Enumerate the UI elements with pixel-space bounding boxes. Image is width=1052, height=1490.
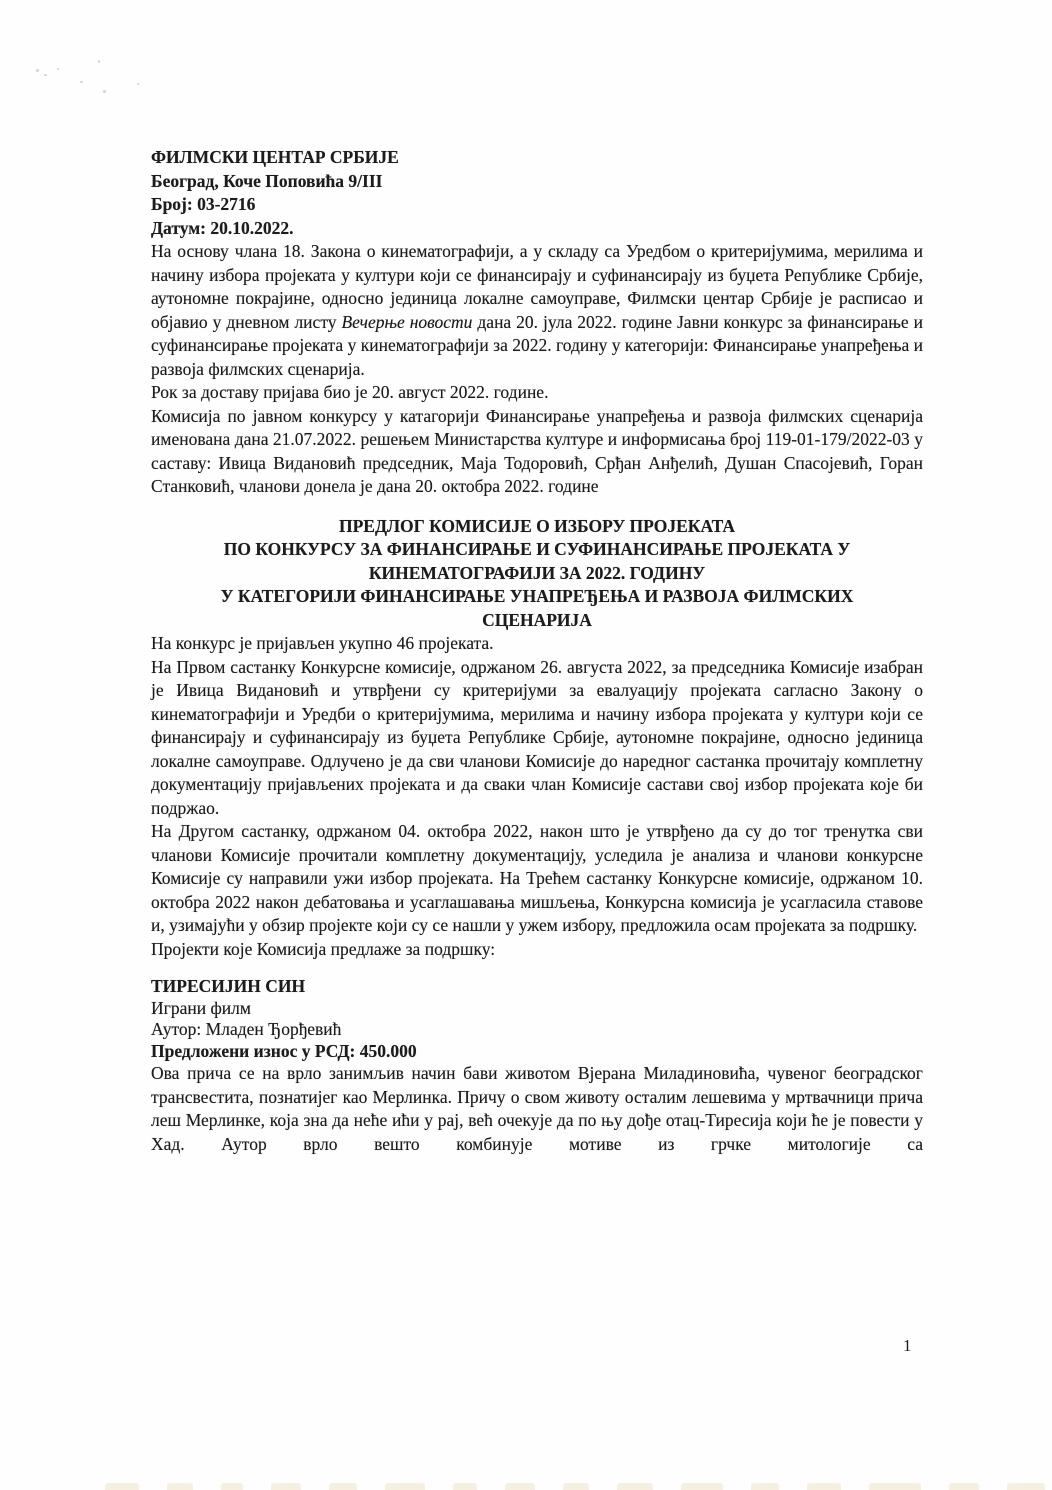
bleed-mark xyxy=(385,1483,425,1490)
bleed-mark xyxy=(271,1483,301,1490)
bleed-mark xyxy=(167,1483,193,1490)
bleed-mark xyxy=(105,1483,139,1490)
paragraph-project-description: Ова прича се на врло занимљив начин бави животом Вјерана Миладиновића, чувеног београдског трансвестита, познатијег као Мерлинка. Причу о свом животу осталим лешевима у мртвачници прича леш Мерлинке, која зна да неће ићи у рај, већ очекује да по њу дође отац-Тиресија који ће је повести у Хад. Аутор врло вешто комбинује мотиве из грчке митологије са xyxy=(151,1063,923,1154)
project-author: Аутор: Младен Ђорђевић xyxy=(151,1019,342,1039)
document-body xyxy=(151,146,923,1156)
letterhead xyxy=(151,146,923,240)
bleed-mark xyxy=(563,1483,589,1490)
pencil-mark xyxy=(103,90,106,93)
bleed-mark xyxy=(617,1483,653,1490)
paragraph-second-meeting: На Другом састанку, одржаном 04. октобра 2022, након што је утврђено да су до тог тренутка сви чланови Комисије прочитали комплетну документацију, уследила је анализа и чланови конкурсне Комисије су направили ужи избор пројеката. На Трећем састанку Конкурсне комисије, одржаном 10. октобра 2022 након дебатовања и усаглашавања мишљења, Конкурсна комисија је усагласила ставове и, узимајући у обзир пројекте који су се нашли у ужем избору, предложила осам пројеката за подршку. xyxy=(151,821,923,935)
proposal-heading xyxy=(151,515,923,633)
bleed-mark xyxy=(751,1483,779,1490)
heading-line-4: У КАТЕГОРИЈИ ФИНАНСИРАЊЕ УНАПРЕЂЕЊА И РАЗВОЈА ФИЛМСКИХ xyxy=(220,586,854,606)
bleed-mark xyxy=(221,1483,243,1490)
pencil-mark xyxy=(36,69,39,72)
pencil-mark xyxy=(137,83,139,85)
paragraph-total-projects: На конкурс је пријављен укупно 46 пројеката. xyxy=(151,633,494,653)
bleed-mark xyxy=(869,1483,921,1490)
bleed-mark xyxy=(681,1483,723,1490)
doc-number: Број: 03-2716 xyxy=(151,194,256,214)
page-number: 1 xyxy=(903,1336,912,1355)
project-title: ТИРЕСИЈИН СИН xyxy=(151,976,306,996)
bleed-mark xyxy=(1007,1483,1045,1490)
bleed-mark xyxy=(505,1483,535,1490)
project-amount: Предложени износ у РСД: 450.000 xyxy=(151,1040,417,1061)
project-entry xyxy=(151,976,923,1062)
doc-date: Датум: 20.10.2022. xyxy=(151,217,294,238)
bleed-mark xyxy=(807,1483,841,1490)
paragraph-proposal-intro: Пројекти које Комисија предлаже за подршку: xyxy=(151,938,496,959)
heading-line-1: ПРЕДЛОГ КОМИСИЈЕ О ИЗБОРУ ПРОЈЕКАТА xyxy=(338,515,736,536)
pencil-mark xyxy=(98,60,100,63)
pencil-mark xyxy=(57,68,59,70)
org-name: ФИЛМСКИ ЦЕНТАР СРБИЈЕ xyxy=(151,147,399,167)
bleed-mark xyxy=(329,1483,357,1490)
paragraph-deadline: Рок за доставу пријава био је 20. август 2022. године. xyxy=(151,382,549,402)
legal-basis-text-end: дана 20. јула 2022. године Јавни конкурс за финансирање и суфинансирање пројеката у кинематографији за 2022. годину у категорији: Финансирање унапређења и развоја филмских сценарија. xyxy=(151,311,923,379)
paragraph-legal-basis xyxy=(151,240,923,381)
heading-line-3: КИНЕМАТОГРАФИЈИ ЗА 2022. ГОДИНУ xyxy=(368,562,706,583)
heading-line-2: ПО КОНКУРСУ ЗА ФИНАНСИРАЊЕ И СУФИНАНСИРАЊЕ ПРОЈЕКАТА У xyxy=(223,539,851,559)
bleed-mark xyxy=(453,1483,477,1490)
project-type: Играни филм xyxy=(151,997,251,1018)
pencil-mark xyxy=(44,74,47,76)
heading-line-5: СЦЕНАРИЈА xyxy=(482,609,592,630)
paragraph-first-meeting: На Првом састанку Конкурсне комисије, одржаном 26. августа 2022, за председника Комисије изабран је Ивица Видановић и утврђени су критеријуми за евалуацију пројеката сагласно Закону о кинематографији и Уредби о критеријумима, мерилима и начину избора пројеката у култури који се финансирају и суфинансирају из буџета Републике Србије, аутономне покрајине, односно јединица локалне самоуправе. Одлучено је да сви чланови Комисије до наредног састанка прочитају комплетну документацију пријављених пројеката и да сваки члан Комисије састави свој избор пројеката које би подржао. xyxy=(151,656,923,818)
paragraph-commission-members: Комисија по јавном конкурсу у катагорији Финансирање унапређења и развоја филмских сценарија именована дана 21.07.2022. решењем Министарства културе и информисања број 119-01-179/2022-03 у саставу: Ивица Видановић председник, Маја Тодоровић, Срђан Анђелић, Душан Спасојевић, Горан Станковић, чланови донела је дана 20. октобра 2022. године xyxy=(151,405,923,496)
pencil-mark xyxy=(80,81,83,83)
org-address: Београд, Коче Поповића 9/III xyxy=(151,170,383,191)
bottom-bleed-through xyxy=(0,1478,1052,1490)
bleed-mark xyxy=(949,1483,979,1490)
legal-basis-text-start: На основу члана 18. Закона о кинематографији, а у складу са Уредбом о критеријумима, мерилима и начину избора пројеката у култури који се финансирају и суфинансирају из буџета Републике Србије, аутономне покрајине, односно јединица локалне самоуправе, Филмски центар Србије је расписао и објавио у дневном листу xyxy=(151,241,923,332)
newspaper-name: Вечерње новости xyxy=(341,311,473,332)
